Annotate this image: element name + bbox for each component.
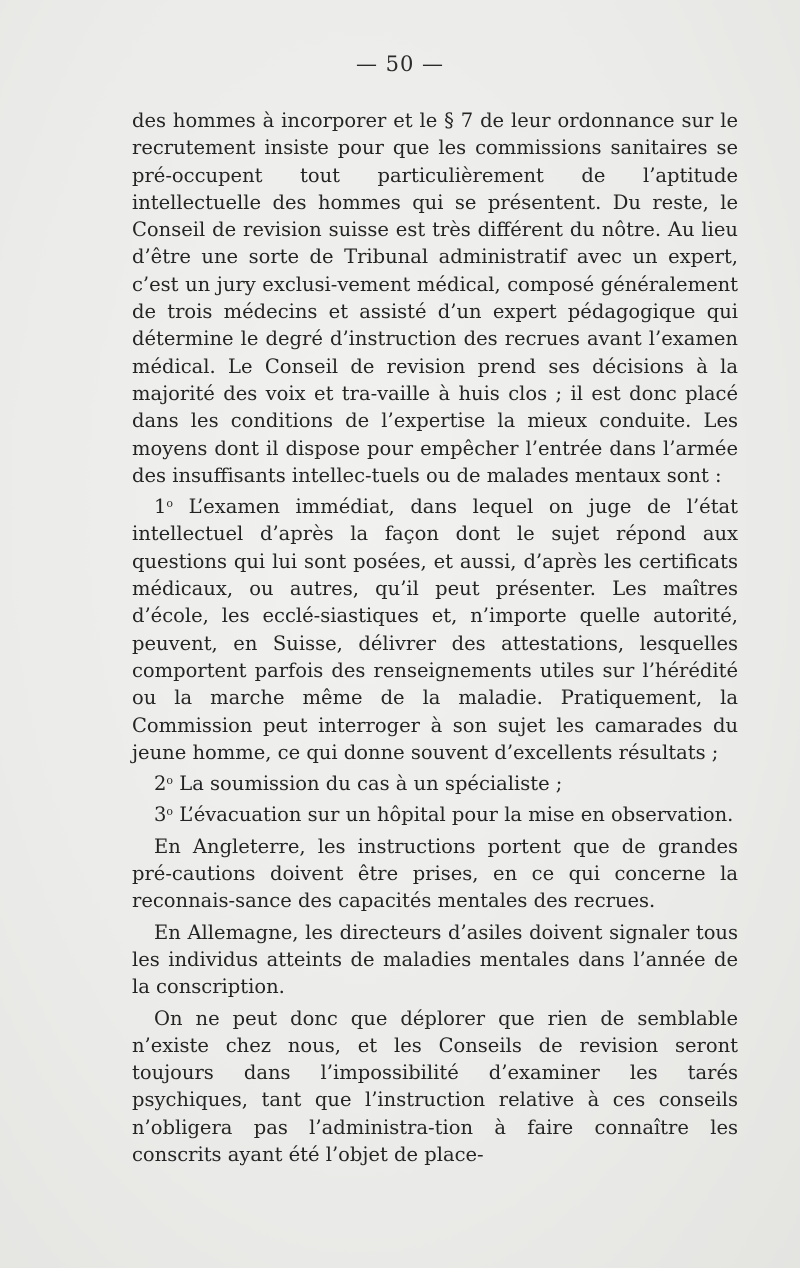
list-item-hospital (132, 801, 738, 828)
list-number: 1 (154, 495, 167, 519)
list-item-text: La soumission du cas à un spécialiste ; (173, 772, 563, 796)
ordinal-marker: o (166, 774, 174, 788)
paragraph-germany: En Allemagne, les directeurs d’asiles doivent signaler tous les individus atteints de maladies mentales dans l’année de la conscription. (132, 920, 738, 999)
ordinal-marker: o (166, 497, 174, 511)
list-item-immediate-exam (132, 493, 738, 766)
page-number: — 50 — (355, 52, 445, 76)
paragraph-conclusion: On ne peut donc que déplorer que rien de semblable n’existe chez nous, et les Conseils de revision seront toujours dans l’impossibilité d’examiner les tarés psychiques, tant que l’instruction relative à ces conseils n’obligera pas l’administra-tion à faire connaître les conscrits ayant été l’objet de place- (132, 1006, 738, 1166)
list-item-text: L’examen immédiat, dans lequel on juge de l’état intellectuel d’après la façon dont le sujet répond aux questions qui lui sont posées, et aussi, d’après les certificats médicaux, ou autres, qu’il peut présenter. Les maîtres d’école, les ecclé-siastiques et, n’importe quelle autorité, peuvent, en Suisse, délivrer des attestations, lesquelles comportent parfois des renseignements utiles sur l’hérédité ou la marche même de la maladie. Pratiquement, la Commission peut interroger à son sujet les camarades du jeune homme, ce qui donne souvent d’excellents résultats ; (132, 495, 738, 764)
list-number: 2 (154, 772, 167, 796)
list-number: 3 (154, 803, 167, 827)
paragraph-swiss-council: des hommes à incorporer et le § 7 de leur ordonnance sur le recrutement insiste pour que les commissions sanitaires se pré-occupent tout particulièrement de l’aptitude intellectuelle des hommes qui se présentent. Du reste, le Conseil de revision suisse est très différent du nôtre. Au lieu d’être une sorte de Tribunal administratif avec un expert, c’est un jury exclusi-vement médical, composé généralement de trois médecins et assisté d’un expert pédagogique qui détermine le degré d’instruction des recrues avant l’examen médical. Le Conseil de revision prend ses décisions à la majorité des voix et tra-vaille à huis clos ; il est donc placé dans les conditions de l’expertise la mieux conduite. Les moyens dont il dispose pour empêcher l’entrée dans l’armée des insuffisants intellec-tuels ou de malades mentaux sont : (132, 109, 738, 487)
list-item-text: L’évacuation sur un hôpital pour la mise en observation. (173, 803, 734, 827)
ordinal-marker: o (166, 805, 174, 819)
body-text (132, 107, 738, 1168)
list-item-specialist (132, 770, 738, 797)
paragraph-england: En Angleterre, les instructions portent que de grandes pré-cautions doivent être prises, en ce qui concerne la reconnais-sance des capacités mentales des recrues. (132, 834, 738, 913)
